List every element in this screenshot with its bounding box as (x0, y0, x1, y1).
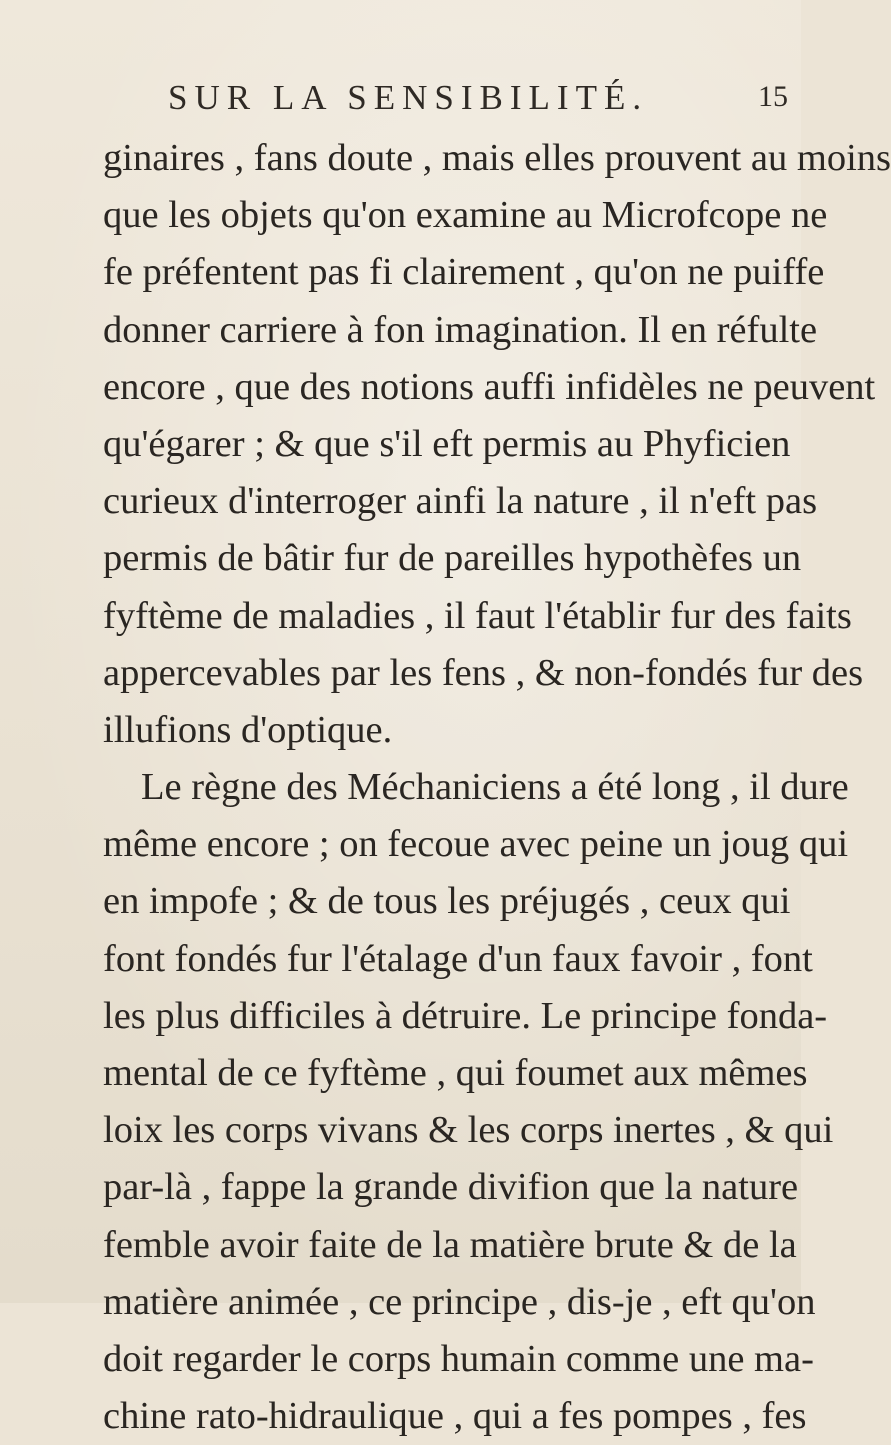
text-line: les plus difficiles à détruire. Le principe fonda- (103, 994, 828, 1037)
text-line: permis de bâtir fur de pareilles hypothèfes un (103, 537, 802, 580)
text-line: ginaires , fans doute , mais elles prouvent au moins (103, 137, 891, 179)
text-line: encore , que des notions auffi infidèles ne peuvent (103, 365, 876, 408)
text-line: loix les corps vivans & les corps inertes , & qui (103, 1109, 834, 1152)
text-line: par-là , fappe la grande divifion que la nature (103, 1166, 799, 1209)
text-line: curieux d'interroger ainfi la nature , il n'eft pas (103, 480, 818, 523)
text-line: femble avoir faite de la matière brute & de la (103, 1223, 797, 1266)
text-line: fe préfentent pas fi clairement , qu'on ne puiffe (103, 251, 825, 294)
text-line: donner carriere à fon imagination. Il en réfulte (103, 308, 818, 351)
text-line: qu'égarer ; & que s'il eft permis au Phyficien (103, 422, 791, 465)
text-line: fyftème de maladies , il faut l'établir fur des faits (103, 594, 852, 637)
text-line: font fondés fur l'étalage d'un faux favoir , font (103, 937, 813, 980)
body-text (103, 130, 891, 1445)
text-line: que les objets qu'on examine au Microfcope ne (103, 194, 828, 237)
text-line: appercevables par les fens , & non-fondés fur des (103, 651, 864, 694)
text-line-paragraph-end: illufions d'optique. (103, 708, 393, 751)
text-line: doit regarder le corps humain comme une ma- (103, 1337, 814, 1380)
text-line: mental de ce fyftème , qui foumet aux mêmes (103, 1052, 808, 1094)
page-number: 15 (758, 80, 788, 113)
running-head-title: SUR LA SENSIBILITÉ. (168, 78, 649, 117)
text-line: matière animée , ce principe , dis-je , eft qu'on (103, 1280, 816, 1323)
text-line: même encore ; on fecoue avec peine un joug qui (103, 823, 849, 866)
text-line-paragraph-start: Le règne des Méchaniciens a été long , il dure (141, 766, 849, 809)
text-line: chine rato-hidraulique , qui a fes pompes , fes (103, 1395, 807, 1438)
text-line: en impofe ; & de tous les préjugés , ceux qui (103, 880, 791, 923)
running-head (168, 78, 788, 118)
